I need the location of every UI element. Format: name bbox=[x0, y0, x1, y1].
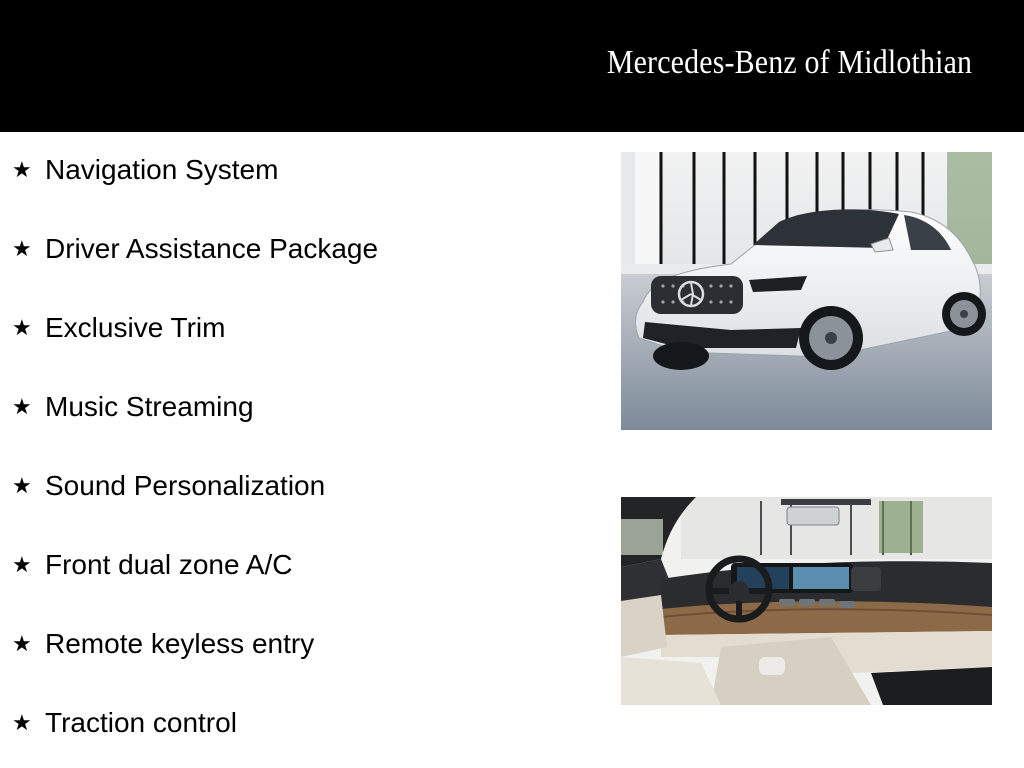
feature-label: Driver Assistance Package bbox=[45, 233, 379, 264]
interior-illustration bbox=[621, 497, 992, 705]
feature-label: Navigation System bbox=[45, 154, 279, 185]
star-icon: ★ bbox=[12, 632, 32, 657]
star-icon: ★ bbox=[12, 316, 32, 341]
feature-label: Remote keyless entry bbox=[45, 628, 315, 659]
star-icon: ★ bbox=[12, 553, 32, 578]
star-icon: ★ bbox=[12, 395, 32, 420]
star-icon: ★ bbox=[12, 237, 32, 262]
feature-label: Exclusive Trim bbox=[45, 312, 226, 343]
interior-photo bbox=[621, 497, 992, 705]
feature-label: Music Streaming bbox=[45, 391, 254, 422]
star-icon: ★ bbox=[12, 158, 32, 183]
star-icon: ★ bbox=[12, 711, 32, 736]
exterior-illustration bbox=[621, 152, 992, 430]
feature-label: Traction control bbox=[45, 707, 237, 738]
header-bar bbox=[0, 0, 1024, 132]
feature-label: Front dual zone A/C bbox=[45, 549, 293, 580]
feature-label: Sound Personalization bbox=[45, 470, 326, 501]
star-icon: ★ bbox=[12, 474, 32, 499]
exterior-photo bbox=[621, 152, 992, 430]
dealer-name: Mercedes-Benz of Midlothian bbox=[606, 44, 972, 81]
